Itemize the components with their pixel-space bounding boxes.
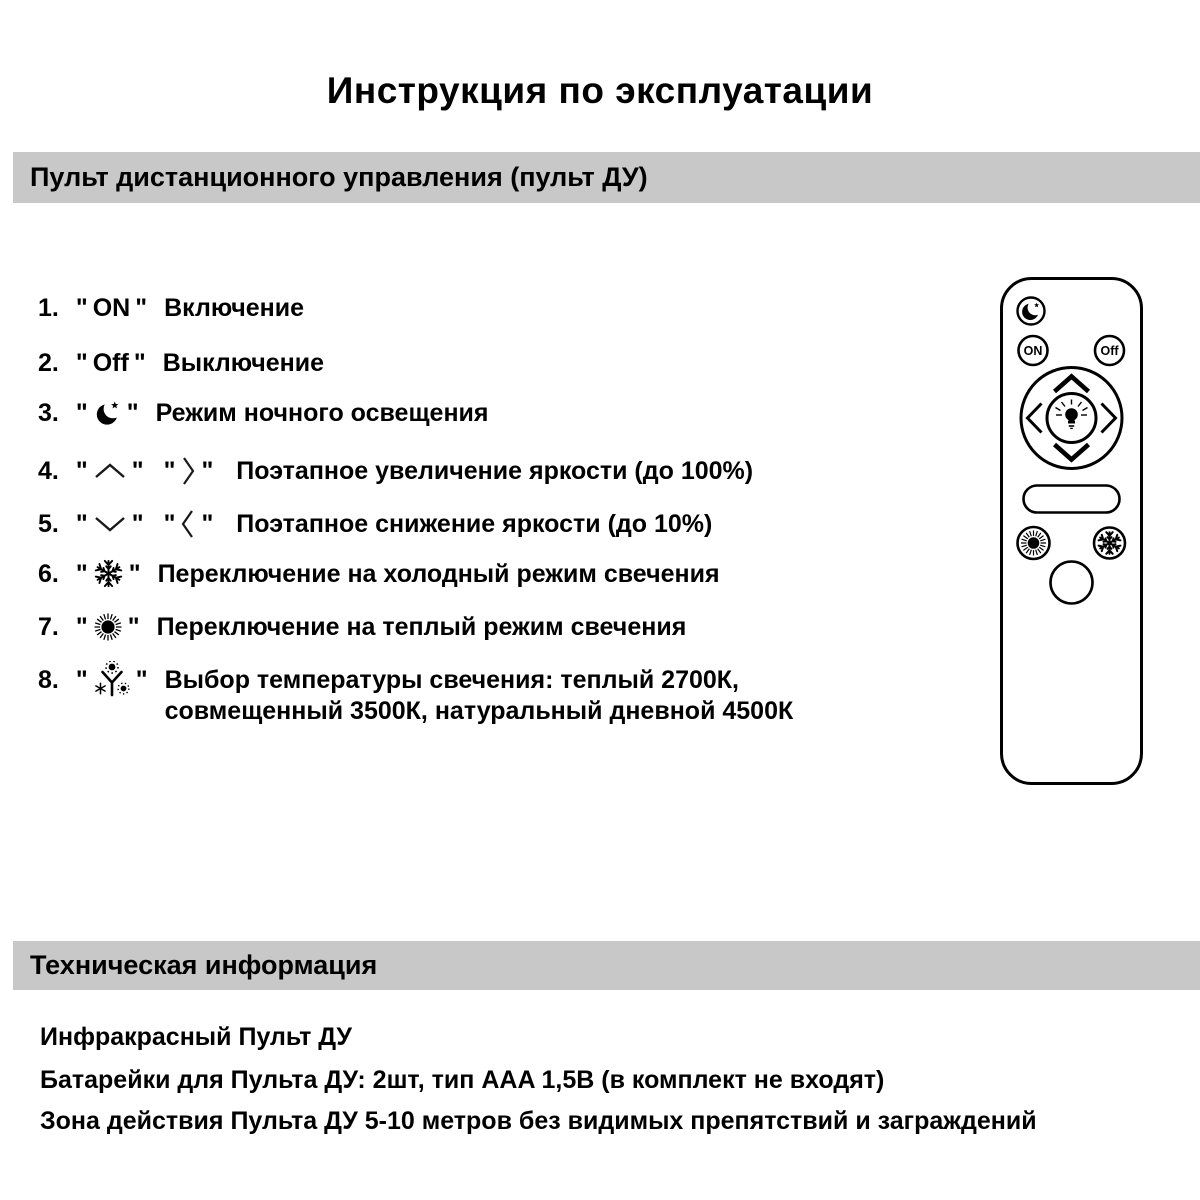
remote-pill-button [1024,486,1120,513]
snowflake-icon [93,558,124,589]
remote-cold-mode-button [1094,528,1125,559]
tech-line-ir-remote: Инфракрасный Пульт ДУ [40,1023,352,1051]
remote-on-button [1019,336,1048,365]
dpad-down-chevron [1055,445,1089,460]
remote-control-diagram [990,270,1155,795]
item-description: Включение [164,294,305,322]
section-banner-tech [13,941,1200,990]
remote-on-label: ON [1023,344,1043,358]
item-number: 2. [38,349,59,377]
page-title: Инструкция по эксплуатации [326,70,874,111]
instruction-item-1 [38,293,304,323]
quote-mark: " [75,349,88,377]
instruction-item-7 [38,612,686,642]
item-description: Поэтапное снижение яркости (до 10%) [236,510,713,538]
item-number: 5. [38,510,59,538]
item-number: 1. [38,294,59,322]
item-number: 3. [38,399,59,427]
item-description: Выключение [162,349,324,377]
remote-night-mode-button [1018,298,1045,325]
instruction-item-5 [38,508,712,540]
item-description: Переключение на теплый режим свечения [156,613,687,641]
moon-night-icon [93,399,122,428]
off-button-label: Off [92,349,129,377]
remote-warm-mode-button [1018,527,1050,559]
temperature-select-icon [93,661,131,699]
sun-icon [93,612,123,642]
dpad-up-chevron [1055,377,1089,392]
quote-mark: " [131,457,144,485]
quote-mark: " [75,510,88,538]
sun-icon [1021,531,1046,556]
item-description [165,665,794,727]
quote-mark: " [75,666,88,694]
item-description-line1: Выбор температуры свечения: теплый 2700К, [164,666,739,694]
instruction-item-3 [38,398,489,428]
section-heading-remote: Пульт дистанционного управления (пульт ДУ) [30,162,648,192]
quote-mark: " [163,510,176,538]
item-number: 7. [38,613,59,641]
tech-line-range: Зона действия Пульта ДУ 5-10 метров без видимых препятствий и заграждений [40,1107,1037,1135]
quote-mark: " [126,399,139,427]
instruction-item-4 [38,455,753,487]
section-banner-remote [13,152,1200,203]
quote-mark: " [75,457,88,485]
quote-mark: " [131,510,144,538]
quote-mark: " [75,613,88,641]
quote-mark: " [201,457,214,485]
instruction-item-2 [38,348,324,378]
quote-mark: " [163,457,176,485]
quote-mark: " [135,666,148,694]
instruction-item-6 [38,558,720,589]
quote-mark: " [75,399,88,427]
quote-mark: " [133,349,146,377]
section-heading-tech: Техническая информация [30,950,378,980]
dpad-right-chevron [1102,404,1116,433]
quote-mark: " [135,294,148,322]
remote-off-label: Off [1100,344,1119,358]
chevron-down-icon [93,513,127,535]
instruction-item-8 [38,665,793,727]
quote-mark: " [75,559,88,588]
snowflake-icon [1099,532,1121,554]
quote-mark: " [127,613,140,641]
light-bulb-icon [1056,400,1088,429]
chevron-left-icon [180,508,196,540]
item-description: Поэтапное увеличение яркости (до 100%) [236,457,754,485]
on-button-label: ON [92,294,131,322]
tech-line-batteries: Батарейки для Пульта ДУ: 2шт, тип AAA 1,5В (в комплект не входят) [40,1066,885,1094]
dpad-left-chevron [1028,404,1042,433]
item-description: Переключение на холодный режим свечения [157,559,720,588]
item-number: 6. [38,559,59,588]
chevron-right-icon [180,455,196,487]
remote-off-button [1095,336,1124,365]
chevron-up-icon [93,460,127,482]
item-number: 8. [38,666,59,694]
quote-mark: " [201,510,214,538]
remote-brightness-dpad [1021,368,1122,469]
quote-mark: " [128,559,141,588]
remote-round-button [1051,562,1093,604]
item-number: 4. [38,457,59,485]
quote-mark: " [75,294,88,322]
item-description: Режим ночного освещения [155,399,489,427]
item-description-line2: совмещенный 3500К, натуральный дневной 4500К [164,697,794,725]
